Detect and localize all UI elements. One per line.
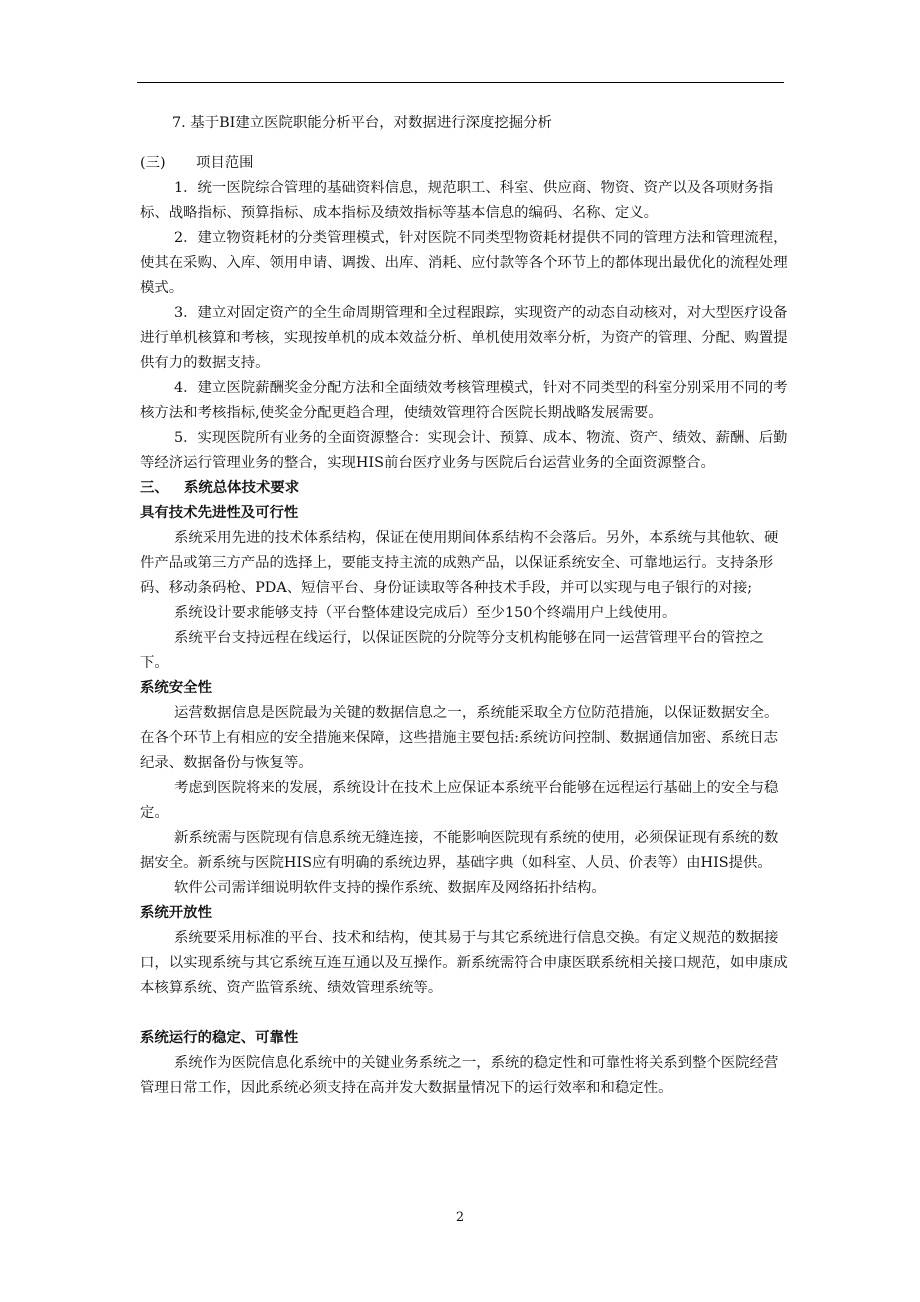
paragraph: 新系统需与医院现有信息系统无缝连接，不能影响医院现有系统的使用，必须保证现有系统的数据安全。新系统与医院HIS应有明确的系统边界，基础字典（如科室、人员、价表等）由HIS提供。 — [140, 830, 779, 871]
paragraph: 软件公司需详细说明软件支持的操作系统、数据库及网络拓扑结构。 — [174, 880, 606, 896]
paragraph: 运营数据信息是医院最为关键的数据信息之一，系统能采取全方位防范措施，以保证数据安全。在各个环节上有相应的安全措施来保障，这些措施主要包括:系统访问控制、数据通信加密、系统日志纪录、数据备份与恢复等。 — [140, 705, 779, 771]
section-number: 三、 — [140, 480, 169, 496]
paragraph: 考虑到医院将来的发展，系统设计在技术上应保证本系统平台能够在远程运行基础上的安全与稳定。 — [140, 780, 779, 821]
subheading-advanced: 具有技术先进性及可行性 — [140, 505, 299, 521]
scope-item-3: 3．建立对固定资产的全生命周期管理和全过程跟踪，实现资产的动态自动核对，对大型医疗设备进行单机核算和考核，实现按单机的成本效益分析、单机使用效率分析，为资产的管理、分配、购置提供有力的数据支持。 — [140, 305, 788, 371]
scope-item-2: 2．建立物资耗材的分类管理模式，针对医院不同类型物资耗材提供不同的管理方法和管理流程，使其在采购、入库、领用申请、调拨、出库、消耗、应付款等各个环节上的都体现出最优化的流程处理模式。 — [140, 230, 788, 296]
subheading-stability: 系统运行的稳定、可靠性 — [140, 1030, 299, 1046]
scope-item-1: 1．统一医院综合管理的基础资料信息，规范职工、科室、供应商、物资、资产以及各项财务指标、战略指标、预算指标、成本指标及绩效指标等基本信息的编码、名称、定义。 — [140, 180, 774, 221]
subheading-openness: 系统开放性 — [140, 905, 212, 921]
paragraph: 系统采用先进的技术体系结构，保证在使用期间体系结构不会落后。另外，本系统与其他软、硬件产品或第三方产品的选择上，要能支持主流的成熟产品，以保证系统安全、可靠地运行。支持条形码、移动条码枪、PDA、短信平台、身份证读取等各种技术手段，并可以实现与电子银行的对接; — [140, 530, 779, 596]
section-heading-tech — [140, 476, 790, 501]
paragraph: 系统要采用标准的平台、技术和结构，使其易于与其它系统进行信息交换。有定义规范的数据接口，以实现系统与其它系统互连互通以及互操作。新系统需符合申康医联系统相关接口规范，如申康成本核算系统、资产监管系统、绩效管理系统等。 — [140, 930, 788, 996]
section-title: 系统总体技术要求 — [184, 480, 300, 496]
document-body — [140, 111, 790, 1101]
scope-item-5: 5．实现医院所有业务的全面资源整合：实现会计、预算、成本、物流、资产、绩效、薪酬、后勤等经济运行管理业务的整合，实现HIS前台医疗业务与医院后台运营业务的全面资源整合。 — [140, 430, 788, 471]
paragraph: 系统平台支持远程在线运行，以保证医院的分院等分支机构能够在同一运营管理平台的管控之下。 — [140, 630, 765, 671]
list-item-7: 7. 基于BI建立医院职能分析平台，对数据进行深度挖掘分析 — [172, 115, 552, 131]
section-number: (三) — [140, 155, 166, 171]
paragraph: 系统设计要求能够支持（平台整体建设完成后）至少150个终端用户上线使用。 — [174, 605, 677, 621]
scope-item-4: 4．建立医院薪酬奖金分配方法和全面绩效考核管理模式，针对不同类型的科室分别采用不同的考核方法和考核指标,使奖金分配更趋合理，使绩效管理符合医院长期战略发展需要。 — [140, 380, 788, 421]
header-rule — [137, 82, 784, 83]
section-heading-scope — [140, 151, 790, 176]
paragraph: 系统作为医院信息化系统中的关键业务系统之一，系统的稳定性和可靠性将关系到整个医院经营管理日常工作，因此系统必须支持在高并发大数据量情况下的运行效率和和稳定性。 — [140, 1055, 779, 1096]
page-number: 2 — [455, 1210, 465, 1225]
section-title: 项目范围 — [196, 155, 254, 171]
subheading-security: 系统安全性 — [140, 680, 212, 696]
